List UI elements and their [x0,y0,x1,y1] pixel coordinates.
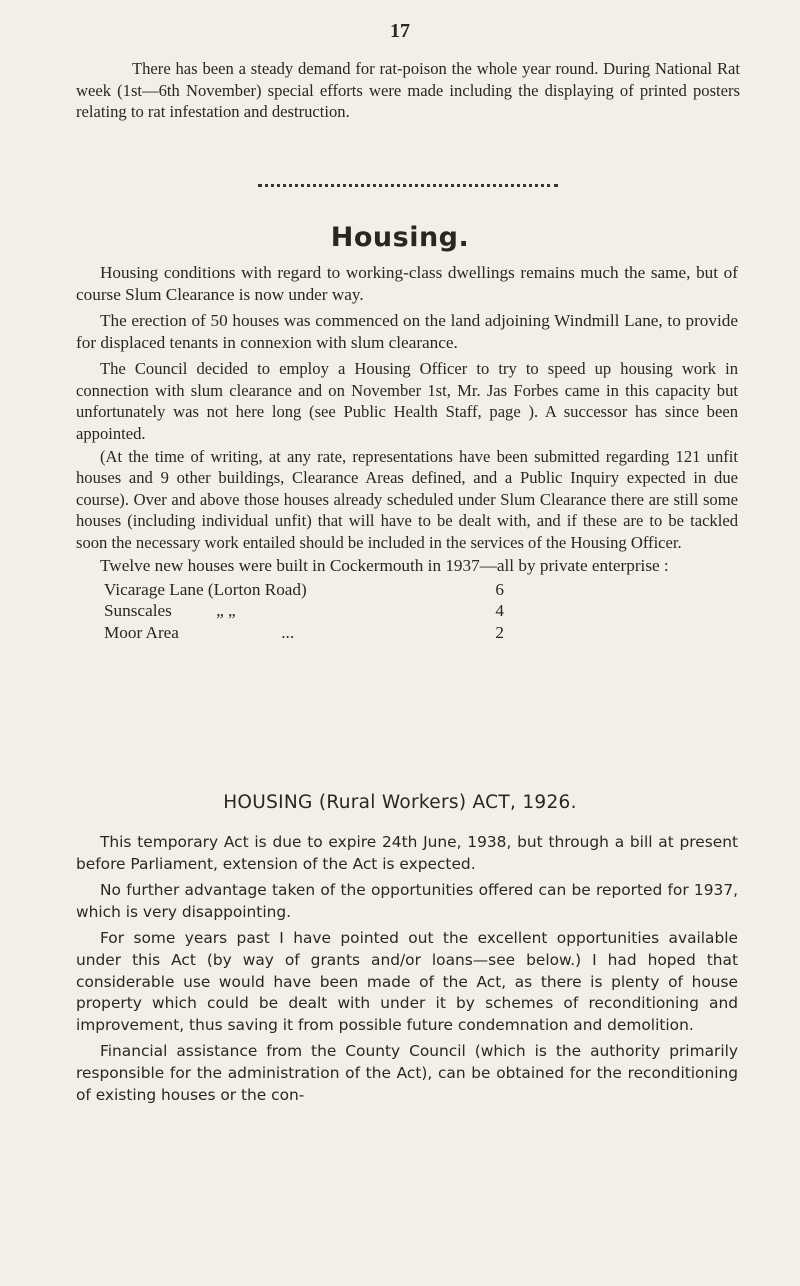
list-item [104,579,504,601]
house-count: 4 [495,601,504,621]
housing-paragraph: Housing conditions with regard to working-class dwellings remains much the same, but of course Slum Clearance is now under way. [76,263,738,304]
housing-paragraph: The Council decided to employ a Housing Officer to try to speed up housing work in connection with slum clearance and on November 1st, Mr. Jas Forbes came in this capacity but unfortunately was not here long (see Public Health Staff, page ). A successor has since been appointed. [76,359,738,443]
housing-paragraph: (At the time of writing, at any rate, representations have been submitted regarding 121 unfit houses and 9 other buildings, Clearance Areas defined, and a Public Inquiry expected in due course). Over and above those houses already scheduled under Slum Clearance there are still some houses (including individual unfit) that will have to be dealt with, and if these are to be tackled soon the necessary work entailed should be included in the services of the Housing Officer. [76,447,738,552]
list-item [104,600,504,622]
act-paragraph: For some years past I have pointed out the excellent opportunities available under this Act (by way of grants and/or loans—see below.) I had hoped that considerable use would have been made of the Act, as there is plenty of house property which could be dealt with under it by schemes of reconditioning and improvement, thus saving it from possible future condemnation and demolition. [76,929,738,1034]
rural-act-heading: HOUSING (Rural Workers) ACT, 1926. [223,792,577,813]
dotted-divider [258,184,558,187]
intro-paragraph: There has been a steady demand for rat-poison the whole year round. During National Rat week (1st—6th November) special efforts were made including the displaying of printed posters relating to rat infestation and destruction. [76,59,740,121]
house-count: 2 [495,622,504,642]
ditto-marks: „ „ [216,601,236,621]
list-item [104,622,504,644]
housing-heading: Housing. [330,222,470,253]
act-paragraph: No further advantage taken of the opportunities offered can be reported for 1937, which is very disappointing. [76,881,738,921]
act-paragraph: This temporary Act is due to expire 24th June, 1938, but through a bill at present before Parliament, extension of the Act is expected. [76,833,738,873]
act-paragraph: Financial assistance from the County Council (which is the authority primarily responsible for the administration of the Act), can be obtained for the reconditioning of existing houses or the con- [76,1042,738,1104]
house-location: Sunscales [104,601,172,621]
house-count: 6 [495,579,504,599]
ellipsis-marks: ... [281,622,295,642]
house-location: Vicarage Lane (Lorton Road) [104,579,307,599]
house-location: Moor Area [104,622,179,642]
rural-act-section [76,832,738,1111]
page-number: 17 [390,20,410,42]
housing-paragraph: The erection of 50 houses was commenced on the land adjoining Windmill Lane, to provide for displaced tenants in connexion with slum clearance. [76,311,738,352]
intro-section [76,58,740,123]
new-houses-list [104,579,504,644]
housing-paragraph: Twelve new houses were built in Cockermouth in 1937—all by private enterprise : [100,556,669,576]
housing-section [76,262,738,643]
